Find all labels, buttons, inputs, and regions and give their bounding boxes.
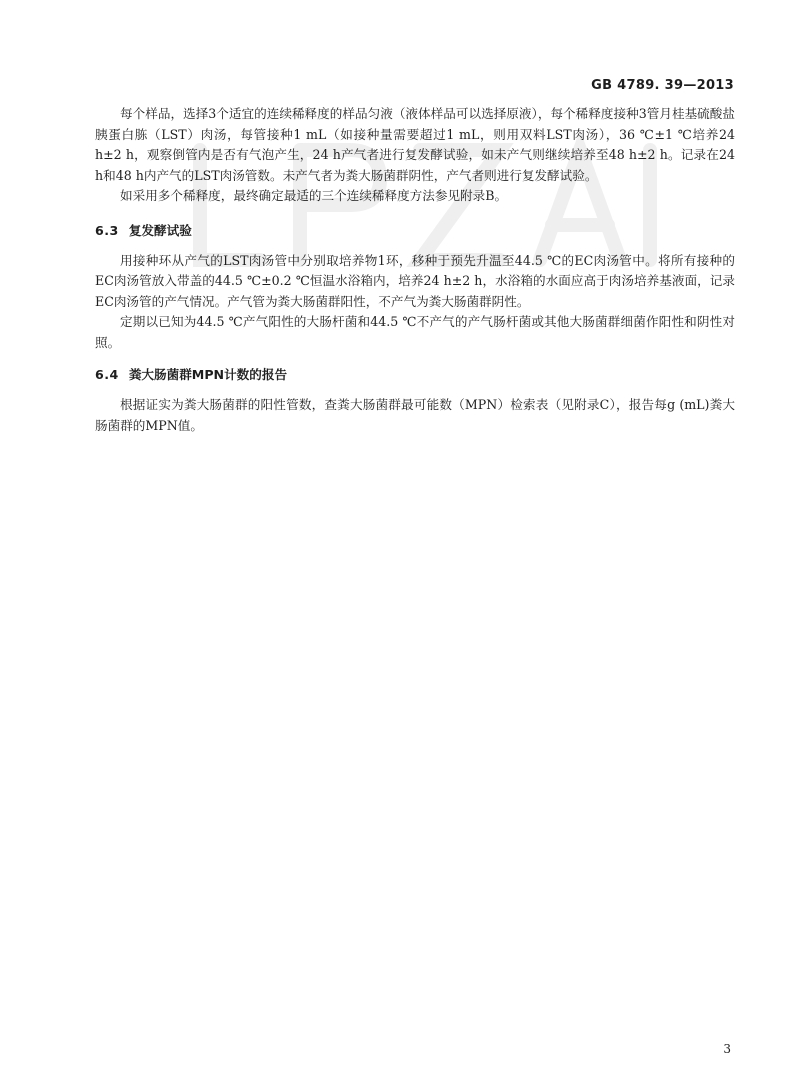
section-heading-6-3 [95,221,735,241]
section-title: 复发酵试验 [128,222,192,238]
body-paragraph: 定期以已知为44.5 ℃产气阳性的大肠杆菌和44.5 ℃不产气的产气肠杆菌或其他大肠菌群细菌作阳性和阴性对照。 [95,314,735,350]
page-content [95,104,735,436]
section-number: 6.4 [95,367,119,382]
section-number: 6.3 [95,222,119,238]
standard-number-header: GB 4789. 39—2013 [591,78,734,93]
body-paragraph: 每个样品，选择3个适宜的连续稀释度的样品匀液（液体样品可以选择原液），每个稀释度接种3管月桂基硫酸盐胰蛋白胨（LST）肉汤，每管接种1 mL（如接种量需要超过1 mL，则用双料LST肉汤），36 ℃±1 ℃培养24 h±2 h，观察倒管内是否有气泡产生，24 h产气者进行复发酵试验，如未产气则继续培养至48 h±2 h。记录在24 h和48 h内产气的LST肉汤管数。未产气者为粪大肠菌群阴性，产气者则进行复发酵试验。 [95,106,735,183]
header-divider [95,96,734,97]
page-number: 3 [723,1042,731,1056]
section-title: 粪大肠菌群MPN计数的报告 [128,367,288,382]
body-paragraph: 根据证实为粪大肠菌群的阳性管数，查粪大肠菌群最可能数（MPN）检索表（见附录C），报告每g (mL)粪大肠菌群的MPN值。 [95,397,735,433]
body-paragraph: 如采用多个稀释度，最终确定最适的三个连续稀释度方法参见附录B。 [120,188,508,203]
section-heading-6-4 [95,365,735,385]
body-paragraph: 用接种环从产气的LST肉汤管中分别取培养物1环，移种于预先升温至44.5 ℃的EC肉汤管中。将所有接种的EC肉汤管放入带盖的44.5 ℃±0.2 ℃恒温水浴箱内，培养24 h±2 h，水浴箱的水面应高于肉汤培养基液面，记录EC肉汤管的产气情况。产气管为粪大肠菌群阳性，不产气为粪大肠菌群阴性。 [95,252,735,309]
